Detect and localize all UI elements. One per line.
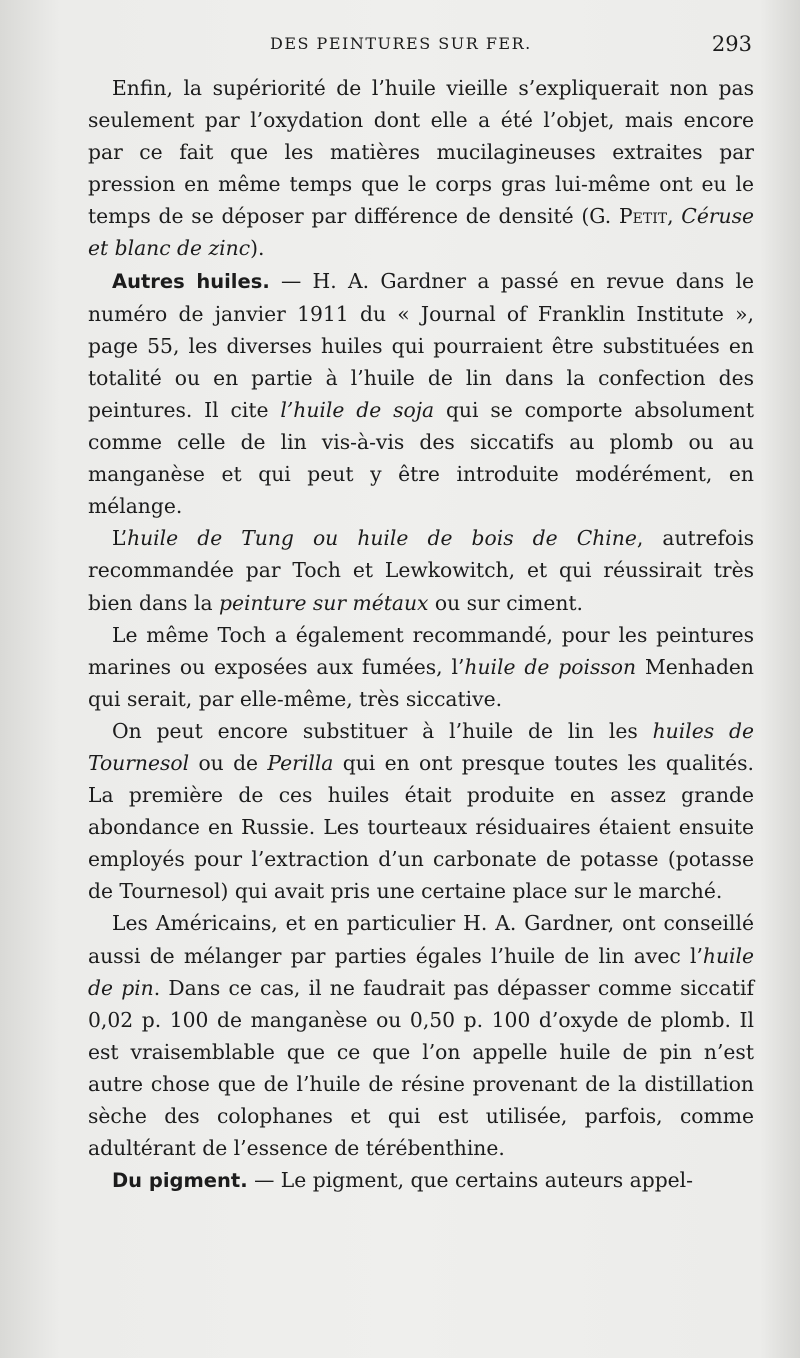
italic-term: huile de pin [88,943,754,1000]
italic-term: l’huile de soja [280,397,435,422]
page-number: 293 [711,32,752,56]
text-run: ). [250,236,265,261]
text-run: L’ [112,526,128,551]
text-run: , [667,204,682,229]
paragraph-p1 [88,72,754,265]
paragraph-p4 [88,619,754,715]
paragraph-p6 [88,907,754,1164]
italic-term: peinture sur métaux [219,590,429,615]
text-run: Les Américains, et en particulier H. A. Gardner, ont conseillé aussi de mélanger par parties égales l’huile de lin avec l’ [88,911,754,968]
text-run: Menhaden qui serait, par elle-même, très siccative. [88,654,754,711]
text-run: , autrefois recommandée par Toch et Lewkowitch, et qui réussirait très bien dans la [88,526,754,615]
italic-term: huile de poisson [464,654,637,679]
section-run-in-heading: Autres huiles. [112,269,270,293]
text-run: qui se comporte absolument comme celle de lin vis-à-vis des siccatifs au plomb ou au manganèse et qui peut y être introduite modérément, en mélange. [88,397,754,519]
text-run: ou sur ciment. [428,590,584,615]
paragraph-p2 [88,265,754,523]
running-title: DES PEINTURES SUR FER. [270,34,532,53]
italic-term: Céruse et blanc de zinc [88,204,754,261]
body-text [88,72,754,1197]
text-run: — Le pigment, que certains auteurs appel- [247,1168,694,1193]
paragraph-p7 [88,1164,754,1197]
paragraph-p3 [88,522,754,618]
page-header [88,34,752,64]
text-run: ou de [189,750,268,775]
text-run: On peut encore substituer à l’huile de lin les [112,718,653,743]
paragraph-p5 [88,715,754,908]
author-name: Petit [619,204,668,229]
section-run-in-heading: Du pigment. [112,1169,248,1193]
text-run: Enfin, la supériorité de l’huile vieille s’expliquerait non pas seulement par l’oxydation dont elle a été l’objet, mais encore par ce fait que les matières mucilagineuses extraites par pression en même temps que le corps gras lui-même ont eu le temps de se déposer par différence de densité (G. [88,76,754,229]
text-run: qui en ont presque toutes les qualités. La première de ces huiles était produite en assez grande abondance en Russie. Les tourteaux résiduaires étaient ensuite employés pour l’extraction d’un carbonate de potasse (potasse de Tournesol) qui avait pris une certaine place sur le marché. [88,750,754,904]
text-run: Le même Toch a également recommandé, pour les peintures marines ou exposées aux fumées, l’ [88,622,754,679]
italic-term: huiles de Tournesol [88,718,755,775]
text-run: . Dans ce cas, il ne faudrait pas dépasser comme siccatif 0,02 p. 100 de manganèse ou 0,50 p. 100 d’oxyde de plomb. Il est vraisemblable que ce que l’on appelle huile de pin n’est autre chose que de l’huile de résine provenant de la distillation sèche des colophanes et qui est utilisée, parfois, comme adultérant de l’essence de térébenthine. [88,975,754,1161]
italic-term: Perilla [267,750,334,775]
text-run: — H. A. Gardner a passé en revue dans le numéro de janvier 1911 du « Journal of Franklin Institute », page 55, les diverses huiles qui pourraient être substituées en totalité ou en partie à l’huile de lin dans la confection des peintures. Il cite [88,268,754,422]
italic-term: huile de Tung ou huile de bois de Chine [127,526,637,551]
